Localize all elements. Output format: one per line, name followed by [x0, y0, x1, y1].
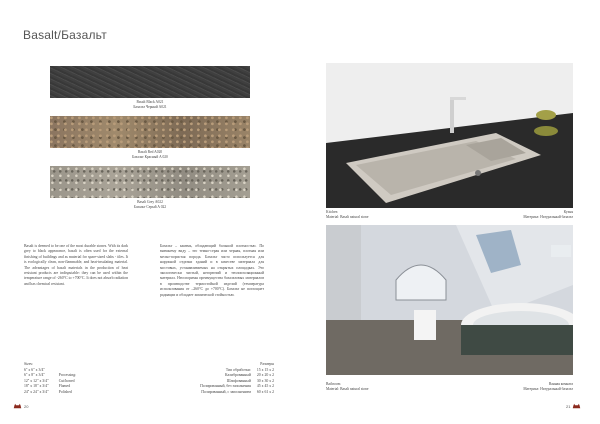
sizes-english [24, 362, 76, 396]
caption-line: Кухня [563, 210, 573, 214]
sizes-label: Sizes: [24, 362, 34, 366]
caption-line: Material: Basalt natural stone [326, 386, 369, 391]
processing-item: Калиброванный [224, 373, 251, 378]
processing-item: Полированный, без заполнения [200, 384, 251, 389]
processing-item: Шлифованный [226, 378, 251, 383]
kitchen-caption-ru [493, 210, 573, 220]
size-row: 60 x 61 x 2 [256, 389, 274, 394]
size-row: 6" x 8" x 3/4" [24, 373, 45, 378]
bathroom-caption-en [326, 382, 368, 392]
caption-line: Материал: Натуральный базальт [523, 214, 573, 219]
caption-line: Material: Basalt natural stone [326, 214, 369, 219]
size-row: 6" x 6" x 3/4" [24, 367, 45, 372]
sizes-russian [196, 362, 274, 396]
page-footer-right [566, 403, 581, 409]
size-row: 30 x 30 x 2 [256, 378, 274, 383]
processing-label: Processing: [58, 373, 77, 378]
caption-line: Kitchen [326, 210, 338, 214]
bathroom-caption-ru [493, 382, 573, 392]
swatch-caption-grey [50, 200, 250, 210]
swatch-caption-en: Basalt Red A020 [137, 150, 163, 154]
size-row: 24" x 24" x 3/4" [24, 389, 49, 394]
size-row: 45 x 45 x 2 [256, 384, 274, 389]
kitchen-caption-en [326, 210, 368, 220]
page-number-left: 20 [24, 403, 29, 409]
page-number-right: 21 [566, 403, 571, 409]
swatch-basalt-grey [50, 166, 250, 198]
processing-list [59, 368, 77, 396]
swatch-caption-en: Basalt Grey A022 [137, 200, 163, 204]
size-row: 18" x 18" x 3/4" [24, 384, 49, 389]
sizes-label: Размеры [260, 362, 274, 366]
processing-list [200, 368, 251, 396]
page-title: Basalt/Базальт [23, 28, 107, 42]
sizes-list [24, 368, 49, 396]
swatch-caption-ru: Базальт Черный A021 [133, 105, 167, 109]
caption-line: Материал: Натуральный базальт [523, 386, 573, 391]
size-row: 12" x 12" x 3/4" [24, 378, 49, 383]
swatch-caption-red [50, 150, 250, 160]
bathroom-photo [326, 225, 573, 375]
size-row: 20 x 20 x 2 [256, 373, 274, 378]
cat-logo-icon [13, 403, 22, 409]
swatch-caption-black [50, 100, 250, 110]
processing-label: Тип обработки: [225, 367, 251, 372]
swatch-basalt-red [50, 116, 250, 148]
processing-item: Flamed [58, 384, 71, 389]
swatch-caption-en: Basalt Black A021 [136, 100, 164, 104]
caption-line: Ванная комната [548, 382, 573, 386]
swatch-caption-ru: Базальт Серый A 022 [133, 205, 167, 209]
swatch-basalt-black [50, 66, 250, 98]
description-russian: Базальт – камень, обладающий большой плотностью. По внешнему виду – это темно-серая или черная, плотная или мелко-пористая порода. Базальт часто используется для наружной отделки зданий и в качестве материала для мостовых, устанавливаемых на открытых площадках. Это экологически чистый, негорючий и теплоизоляционный материал. Неоспоримы преимущества базальтовых материалов в производстве термостойкой изделий (температура использования от –260°C до +700°C). Базальт не поглощает радиации и обладает химической стойкостью. [160, 244, 264, 297]
page-footer-left [13, 403, 28, 409]
bathroom-illustration [326, 225, 573, 375]
processing-item: Полированный, с заполнением [201, 389, 251, 394]
cat-logo-icon [572, 403, 581, 409]
processing-item: Polished [58, 389, 72, 394]
swatch-caption-ru: Базальт Красный A 020 [132, 155, 168, 159]
sizes-list [257, 368, 274, 396]
kitchen-sink-illustration [326, 63, 573, 208]
size-row: 15 x 15 x 2 [256, 367, 274, 372]
description-english: Basalt is deemed to be one of the most durable stones. With its dark grey to black appearance, basalt is often used for the external finishing of buildings and as material for spare-sized slabs - tiles. It is ecologically clean, non-flammable, and heat-insulating material. The advantages of basalt materials in the production of heat resistant products are indisputable: they can be used within the temperature range of -260°C to +700°C. It does not absorb radiation and has chemical resistant. [24, 244, 128, 286]
processing-item: Cut/honed [58, 378, 75, 383]
caption-line: Bathroom [326, 382, 341, 386]
kitchen-photo [326, 63, 573, 208]
